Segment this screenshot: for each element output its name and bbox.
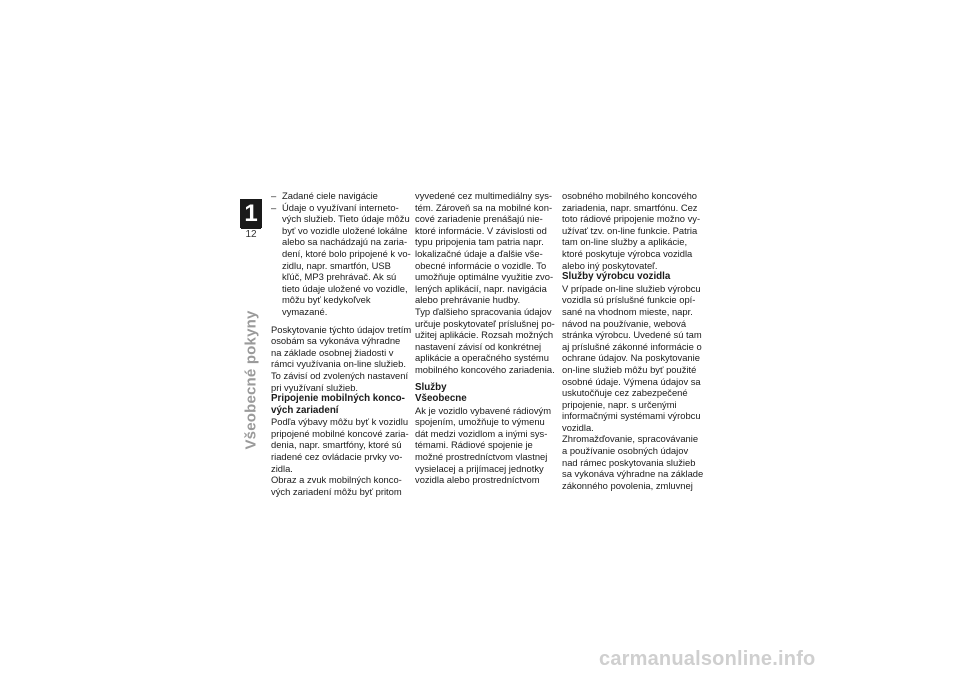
section-heading: Pripojenie mobilných koncových zariadení [271,393,405,416]
paragraph: Poskytovanie týchto údajov tretím osobám sa vykonáva výhradne na základe osobnej žiadosti v rámci využívania on-line služieb. To závisí od zvolených nastavení pri využívaní služieb. [271,323,412,393]
paragraph: Ak je vozidlo vybavené rádiovým spojením, umožňuje to výmenu dát medzi vozidlom a inými systémami. Rádiové spojenie je možné prostredníctvom vlastnej vysielacej a prijímacej jednotky vozidla alebo prostredníctvom [415,404,552,486]
section-heading: Služby výrobcu vozidla [562,271,671,283]
sub-heading: Všeobecne [415,393,467,405]
text-column-2 [415,190,557,486]
watermark-text: carmanualsonline.info [599,648,816,670]
section-title-vertical: Všeobecné pokyny [242,310,260,450]
text-column-3 [562,190,704,491]
paragraph: vyvedené cez multimediálny systém. Zároveň sa na mobilné koncové zariadenie prenášajú niektoré informácie. V závislosti od typu pripojenia tam patria napr. lokalizačné údaje a ďalšie všeobecné informácie o vozidle. To umožňuje optimálne využitie zvolených aplikácií, napr. navigácia alebo prehrávanie hudby. [415,190,554,306]
paragraph: Zhromažďovanie, spracovávanie a používanie osobných údajov nad rámec poskytovania služieb sa vykonáva výhradne na základe zákonného povolenia, zmluvnej [562,433,704,491]
paragraph: V prípade on-line služieb výrobcu vozidla sú príslušné funkcie opísané na vhodnom mieste, napr. návod na používanie, webová stránka výrobcu. Uvedené sú tam aj príslušné zákonné informácie o ochrane údajov. Na poskytovanie on-line služieb môžu byť použité osobné údaje. Výmena údajov sa uskutočňuje cez zabezpečené pripojenie, napr. s určenými informačnými systémami výrobcu vozidla. [562,282,702,433]
paragraph: Podľa výbavy môžu byť k vozidlu pripojené mobilné koncové zariadenia, napr. smartfóny, ktoré sú riadené cez ovládacie prvky vozidla. [271,416,409,474]
paragraph: Obraz a zvuk mobilných koncových zariadení môžu byť pritom [271,474,402,497]
list-item: – Údaje o využívaní internetových služieb. Tieto údaje môžu byť vo vozidle uložené lokálne alebo sa nachádzajú na zariadení, ktoré bolo pripojené k vozidlu, napr. smartfón, USB kľúč, MP3 prehrávač. Ak sú tieto údaje uložené vo vozidle, môžu byť kedykoľvek vymazané. [271,202,413,318]
text-column-1 [271,190,413,497]
section-heading: Služby [415,381,447,393]
paragraph: Typ ďalšieho spracovania údajov určuje poskytovateľ príslušnej použitej aplikácie. Rozsah možných nastavení závisí od konkrétnej aplikácie a operačného systému mobilného koncového zariadenia. [415,305,555,375]
page-number: 12 [245,229,257,240]
list-item: – Zadané ciele navigácie [271,190,413,202]
chapter-number-badge: 1 [240,199,262,228]
paragraph: osobného mobilného koncového zariadenia, napr. smartfónu. Cez toto rádiové pripojenie možno využívať tzv. on-line funkcie. Patria tam on-line služby a aplikácie, ktoré poskytuje výrobca vozidla alebo iný poskytovateľ. [562,190,701,271]
